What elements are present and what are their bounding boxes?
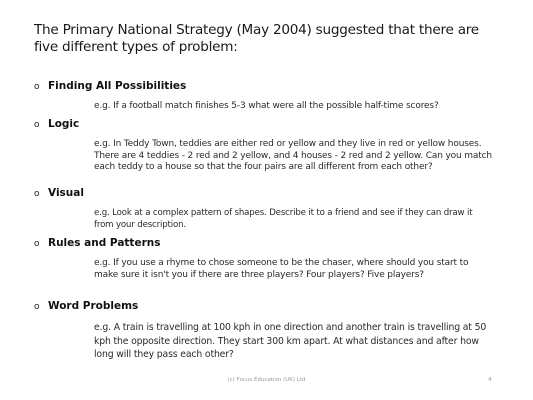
bullet-line (34, 300, 504, 314)
section-logic (34, 118, 504, 174)
section-rules-and-patterns (34, 237, 504, 281)
section-finding-all-possibilities (34, 80, 504, 113)
section-word-problems (34, 300, 504, 362)
section-example: e.g. Look at a complex pattern of shapes. Describe it to a friend and see if they can draw it from your description. (94, 208, 473, 230)
footer-copyright: (c) Focus Education (UK) Ltd (227, 377, 306, 383)
section-example: e.g. If you use a rhyme to chose someone to be the chaser, where should you start to make sure it isn't you if there are three players? Four players? Five players? (94, 258, 469, 280)
section-visual (34, 187, 504, 231)
section-heading: Finding All Possibilities (48, 80, 187, 92)
bullet-icon: o (34, 82, 40, 92)
slide-title: The Primary National Strategy (May 2004) suggested that there are five different types of problem: (34, 22, 479, 55)
section-heading: Word Problems (48, 300, 139, 312)
page-number: 4 (488, 377, 492, 383)
bullet-icon: o (34, 239, 40, 249)
bullet-line (34, 118, 504, 132)
section-heading: Rules and Patterns (48, 237, 161, 249)
bullet-line (34, 187, 504, 201)
section-example: e.g. In Teddy Town, teddies are either red or yellow and they live in red or yellow houses. There are 4 teddies - 2 red and 2 yellow, and 4 houses - 2 red and 2 yellow. Can you match each teddy to a house so that the four pairs are all different from each other? (94, 139, 492, 173)
section-example: e.g. If a football match finishes 5-3 what were all the possible half-time scores? (94, 101, 439, 111)
bullet-icon: o (34, 120, 40, 130)
bullet-line (34, 237, 504, 251)
section-heading: Visual (48, 187, 84, 199)
bullet-icon: o (34, 302, 40, 312)
section-example: e.g. A train is travelling at 100 kph in one direction and another train is travelling at 50 kph the opposite direction. They start 300 km apart. At what distances and after how long will they pass each other? (94, 322, 487, 360)
bullet-line (34, 80, 504, 94)
section-heading: Logic (48, 118, 80, 130)
bullet-icon: o (34, 189, 40, 199)
